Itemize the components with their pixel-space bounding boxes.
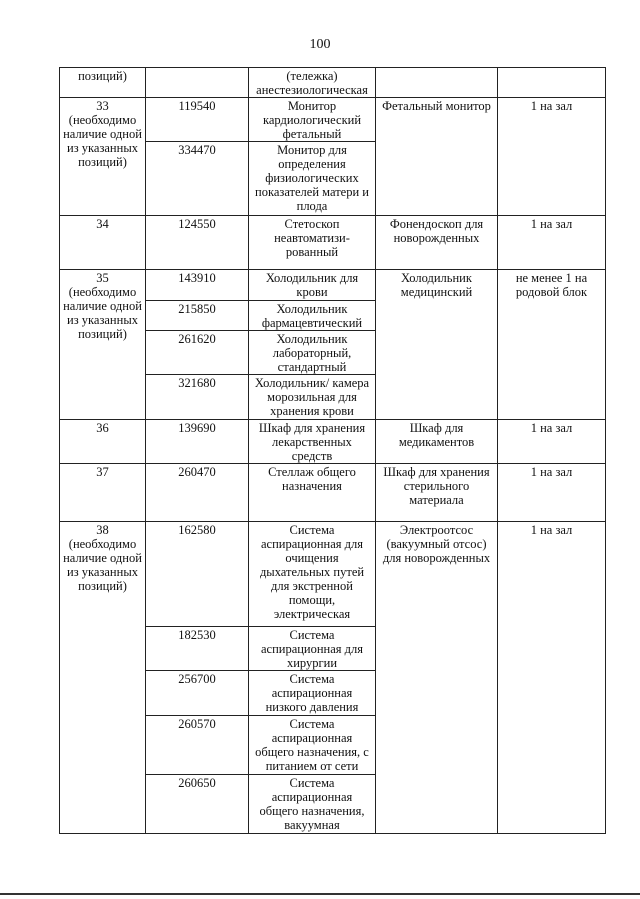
equipment-name-cell: Фонендоскоп для новорожденных [376,216,498,270]
nomenclature-code-cell: 261620 [146,331,249,375]
equipment-name-cell: Холодильник медицинский [376,270,498,420]
device-type-name-cell: Холодильник лабораторный, стандартный [249,331,376,375]
position-number-cell: позиций) [60,68,146,98]
device-type-name-cell: Стеллаж общего назначения [249,464,376,522]
equipment-table-body [60,68,606,834]
nomenclature-code-cell: 256700 [146,671,249,716]
nomenclature-code-cell: 321680 [146,375,249,420]
device-type-name-cell: (тележка) анестезиологическая [249,68,376,98]
required-quantity-cell: не менее 1 на родовой блок [498,270,606,420]
page-number: 100 [309,37,331,52]
table-row [60,216,606,270]
nomenclature-code-cell: 260650 [146,775,249,834]
device-type-name-cell: Система аспирационная общего назначения, вакуумная [249,775,376,834]
table-row [60,522,606,627]
required-quantity-cell: 1 на зал [498,420,606,464]
device-type-name-cell: Стетоскоп неавтоматизи-рованный [249,216,376,270]
required-quantity-cell: 1 на зал [498,522,606,834]
required-quantity-cell: 1 на зал [498,464,606,522]
device-type-name-cell: Холодильник фармацевтический [249,301,376,331]
position-number-cell: 34 [60,216,146,270]
nomenclature-code-cell: 182530 [146,627,249,671]
nomenclature-code-cell: 139690 [146,420,249,464]
required-quantity-cell [498,68,606,98]
device-type-name-cell: Система аспирационная для очищения дыхательных путей для экстренной помощи, электрическая [249,522,376,627]
equipment-name-cell: Электроотсос (вакуумный отсос) для новорожденных [376,522,498,834]
equipment-name-cell: Фетальный монитор [376,98,498,216]
table-row [60,420,606,464]
table-row [60,68,606,98]
table-row [60,98,606,142]
nomenclature-code-cell: 162580 [146,522,249,627]
equipment-table [59,67,606,834]
nomenclature-code-cell: 260570 [146,716,249,775]
required-quantity-cell: 1 на зал [498,216,606,270]
device-type-name-cell: Система аспирационная для хирургии [249,627,376,671]
nomenclature-code-cell: 215850 [146,301,249,331]
device-type-name-cell: Система аспирационная низкого давления [249,671,376,716]
device-type-name-cell: Холодильник для крови [249,270,376,301]
device-type-name-cell: Монитор кардиологический фетальный [249,98,376,142]
nomenclature-code-cell: 260470 [146,464,249,522]
equipment-name-cell: Шкаф для хранения стерильного материала [376,464,498,522]
position-number-cell: 37 [60,464,146,522]
position-number-cell: 35 (необходимо наличие одной из указанных позиций) [60,270,146,420]
nomenclature-code-cell: 334470 [146,142,249,216]
table-row [60,464,606,522]
position-number-cell: 38 (необходимо наличие одной из указанных позиций) [60,522,146,834]
nomenclature-code-cell: 143910 [146,270,249,301]
required-quantity-cell: 1 на зал [498,98,606,216]
page-bottom-rule [0,893,640,895]
equipment-name-cell: Шкаф для медикаментов [376,420,498,464]
device-type-name-cell: Холодильник/ камера морозильная для хранения крови [249,375,376,420]
nomenclature-code-cell: 124550 [146,216,249,270]
device-type-name-cell: Шкаф для хранения лекарственных средств [249,420,376,464]
equipment-name-cell [376,68,498,98]
position-number-cell: 36 [60,420,146,464]
position-number-cell: 33 (необходимо наличие одной из указанных позиций) [60,98,146,216]
table-row [60,270,606,301]
device-type-name-cell: Система аспирационная общего назначения, с питанием от сети [249,716,376,775]
nomenclature-code-cell [146,68,249,98]
nomenclature-code-cell: 119540 [146,98,249,142]
device-type-name-cell: Монитор для определения физиологических показателей матери и плода [249,142,376,216]
